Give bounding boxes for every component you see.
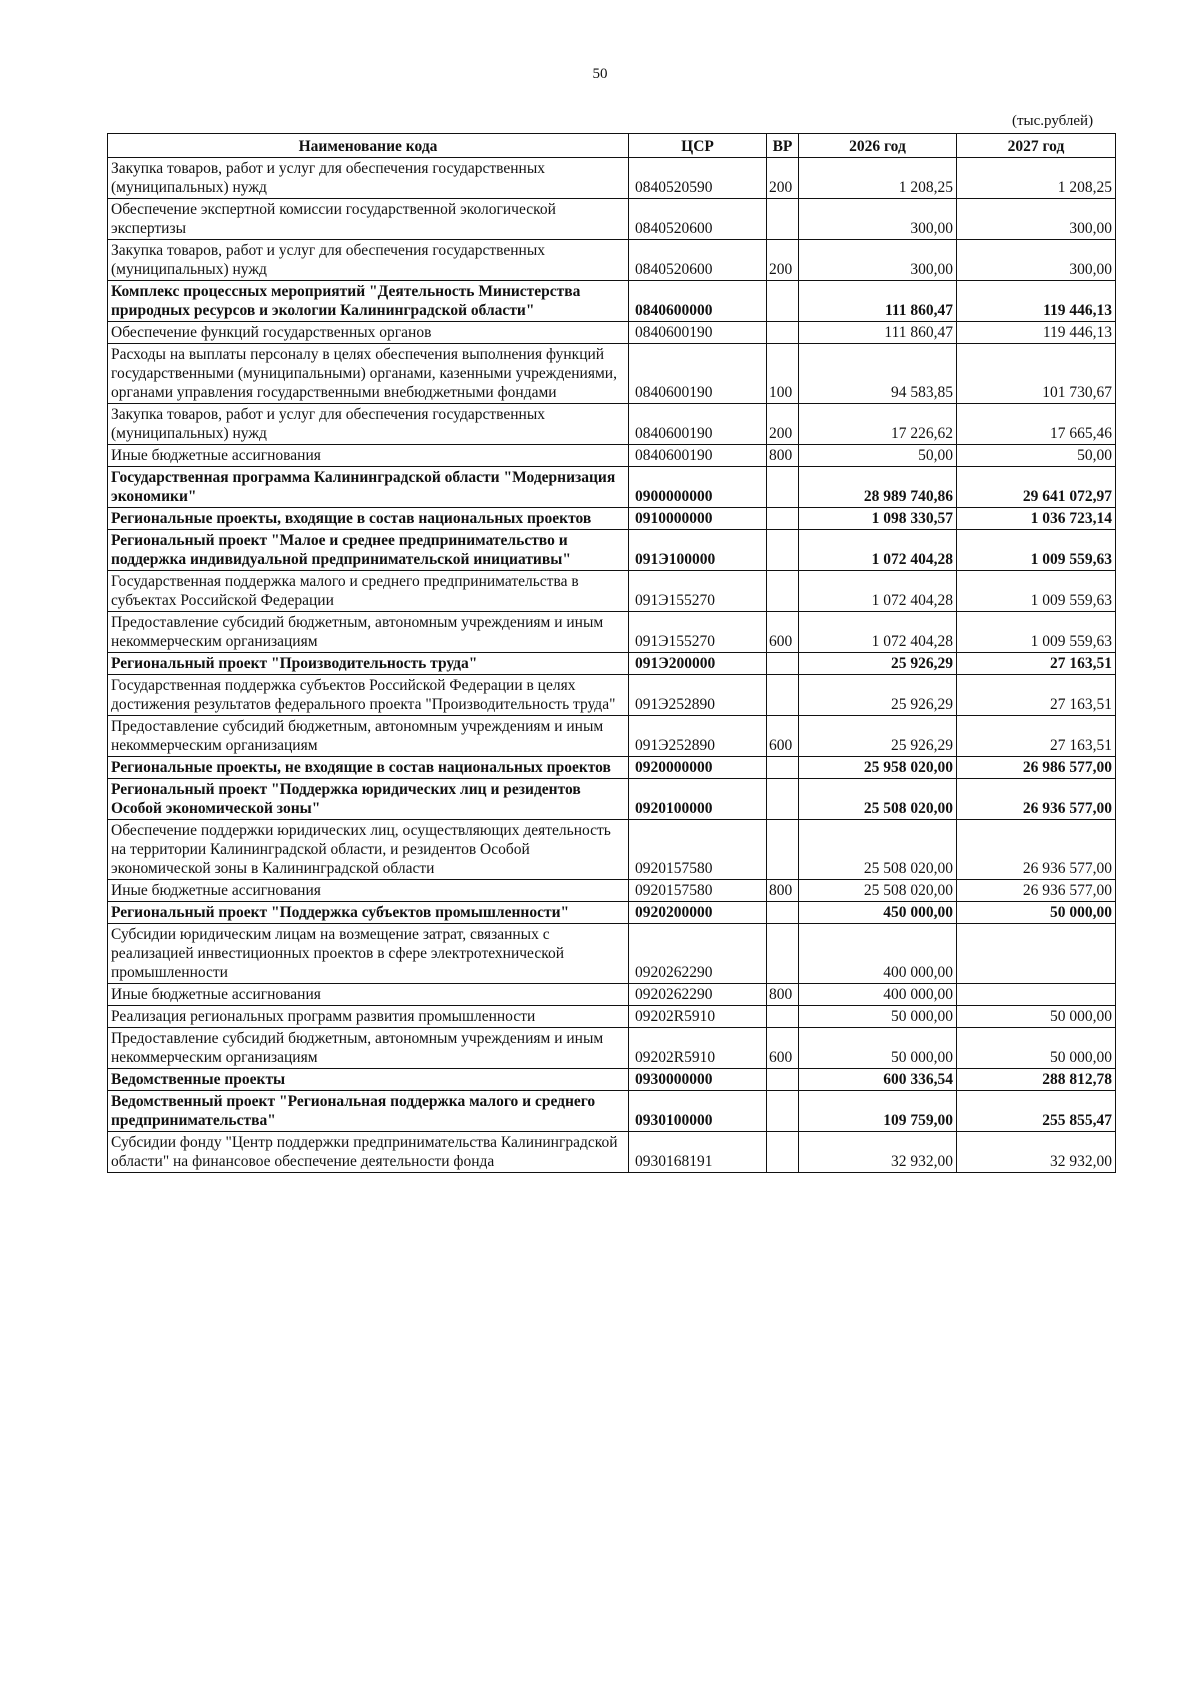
cell-vr	[767, 1069, 799, 1091]
cell-vr: 200	[767, 240, 799, 281]
cell-csr: 0840600000	[629, 281, 767, 322]
cell-name: Предоставление субсидий бюджетным, автономным учреждениям и иным некоммерческим организациям	[108, 716, 629, 757]
cell-vr	[767, 508, 799, 530]
cell-name: Комплекс процессных мероприятий "Деятельность Министерства природных ресурсов и экологии Калининградской области"	[108, 281, 629, 322]
units-label: (тыс.рублей)	[1012, 113, 1094, 129]
cell-vr: 100	[767, 344, 799, 404]
table-row	[108, 467, 1116, 508]
cell-2026: 25 926,29	[799, 675, 957, 716]
table-row	[108, 779, 1116, 820]
cell-2026: 25 958 020,00	[799, 757, 957, 779]
cell-vr	[767, 1091, 799, 1132]
cell-csr: 0840600190	[629, 445, 767, 467]
table-row	[108, 716, 1116, 757]
cell-2027: 1 009 559,63	[957, 530, 1116, 571]
header-vr: ВР	[767, 134, 799, 158]
cell-name: Региональный проект "Поддержка юридических лиц и резидентов Особой экономической зоны"	[108, 779, 629, 820]
cell-vr: 200	[767, 158, 799, 199]
cell-2026: 400 000,00	[799, 984, 957, 1006]
table-row	[108, 344, 1116, 404]
cell-name: Предоставление субсидий бюджетным, автономным учреждениям и иным некоммерческим организациям	[108, 1028, 629, 1069]
cell-name: Ведомственные проекты	[108, 1069, 629, 1091]
cell-name: Предоставление субсидий бюджетным, автономным учреждениям и иным некоммерческим организациям	[108, 612, 629, 653]
cell-2026: 1 072 404,28	[799, 530, 957, 571]
table-row	[108, 653, 1116, 675]
cell-2026: 28 989 740,86	[799, 467, 957, 508]
cell-vr: 200	[767, 404, 799, 445]
cell-2026: 17 226,62	[799, 404, 957, 445]
cell-2026: 450 000,00	[799, 902, 957, 924]
cell-2026: 300,00	[799, 240, 957, 281]
cell-name: Иные бюджетные ассигнования	[108, 880, 629, 902]
cell-name: Ведомственный проект "Региональная поддержка малого и среднего предпринимательства"	[108, 1091, 629, 1132]
cell-csr: 09202R5910	[629, 1028, 767, 1069]
cell-2027: 50 000,00	[957, 902, 1116, 924]
cell-2027: 29 641 072,97	[957, 467, 1116, 508]
cell-2027: 300,00	[957, 199, 1116, 240]
cell-vr	[767, 1006, 799, 1028]
cell-csr: 0930000000	[629, 1069, 767, 1091]
cell-2026: 111 860,47	[799, 281, 957, 322]
cell-2027	[957, 924, 1116, 984]
cell-name: Обеспечение поддержки юридических лиц, осуществляющих деятельность на территории Калининградской области, и резидентов Особой экономической зоны в Калининградской области	[108, 820, 629, 880]
cell-csr: 0840520600	[629, 240, 767, 281]
cell-2027: 27 163,51	[957, 716, 1116, 757]
cell-csr: 0930168191	[629, 1132, 767, 1173]
cell-2026: 1 072 404,28	[799, 612, 957, 653]
cell-vr	[767, 467, 799, 508]
cell-csr: 0920262290	[629, 924, 767, 984]
budget-table	[107, 133, 1116, 1173]
table-row	[108, 281, 1116, 322]
cell-vr: 800	[767, 445, 799, 467]
cell-2027: 50 000,00	[957, 1028, 1116, 1069]
cell-2026: 94 583,85	[799, 344, 957, 404]
cell-2026: 1 072 404,28	[799, 571, 957, 612]
page-number: 50	[592, 66, 608, 82]
cell-2027: 1 208,25	[957, 158, 1116, 199]
table-row	[108, 820, 1116, 880]
cell-name: Субсидии юридическим лицам на возмещение затрат, связанных с реализацией инвестиционных проектов в сфере электротехнической промышленности	[108, 924, 629, 984]
table-row	[108, 880, 1116, 902]
cell-csr: 0920200000	[629, 902, 767, 924]
header-csr: ЦСР	[629, 134, 767, 158]
cell-csr: 0920262290	[629, 984, 767, 1006]
cell-vr	[767, 820, 799, 880]
cell-2027: 26 936 577,00	[957, 779, 1116, 820]
header-row	[108, 134, 1116, 158]
cell-csr: 0920157580	[629, 820, 767, 880]
table-row	[108, 508, 1116, 530]
cell-name: Закупка товаров, работ и услуг для обеспечения государственных (муниципальных) нужд	[108, 240, 629, 281]
cell-2026: 400 000,00	[799, 924, 957, 984]
cell-csr: 091Э200000	[629, 653, 767, 675]
header-name: Наименование кода	[108, 134, 629, 158]
table-row	[108, 1028, 1116, 1069]
cell-vr	[767, 675, 799, 716]
cell-csr: 0920157580	[629, 880, 767, 902]
cell-csr: 0840600190	[629, 344, 767, 404]
cell-2027: 26 986 577,00	[957, 757, 1116, 779]
table-row	[108, 445, 1116, 467]
cell-name: Закупка товаров, работ и услуг для обеспечения государственных (муниципальных) нужд	[108, 158, 629, 199]
cell-csr: 091Э155270	[629, 612, 767, 653]
cell-name: Государственная поддержка субъектов Российской Федерации в целях достижения результатов федерального проекта "Производительность труда"	[108, 675, 629, 716]
cell-2027: 1 009 559,63	[957, 612, 1116, 653]
table-row	[108, 902, 1116, 924]
table-row	[108, 757, 1116, 779]
cell-name: Региональный проект "Поддержка субъектов промышленности"	[108, 902, 629, 924]
cell-vr	[767, 779, 799, 820]
cell-2027: 101 730,67	[957, 344, 1116, 404]
cell-csr: 091Э100000	[629, 530, 767, 571]
cell-name: Реализация региональных программ развития промышленности	[108, 1006, 629, 1028]
cell-name: Государственная программа Калининградской области "Модернизация экономики"	[108, 467, 629, 508]
cell-2027: 119 446,13	[957, 322, 1116, 344]
cell-2026: 25 508 020,00	[799, 779, 957, 820]
cell-name: Закупка товаров, работ и услуг для обеспечения государственных (муниципальных) нужд	[108, 404, 629, 445]
cell-csr: 0930100000	[629, 1091, 767, 1132]
cell-2026: 50 000,00	[799, 1028, 957, 1069]
cell-name: Региональные проекты, входящие в состав национальных проектов	[108, 508, 629, 530]
cell-2026: 25 926,29	[799, 653, 957, 675]
table-row	[108, 984, 1116, 1006]
cell-csr: 0920100000	[629, 779, 767, 820]
cell-2026: 600 336,54	[799, 1069, 957, 1091]
cell-vr	[767, 281, 799, 322]
cell-2027	[957, 984, 1116, 1006]
cell-csr: 091Э155270	[629, 571, 767, 612]
cell-csr: 091Э252890	[629, 675, 767, 716]
cell-csr: 0840520590	[629, 158, 767, 199]
cell-name: Иные бюджетные ассигнования	[108, 984, 629, 1006]
cell-2027: 288 812,78	[957, 1069, 1116, 1091]
cell-vr	[767, 530, 799, 571]
cell-vr	[767, 757, 799, 779]
table-row	[108, 1006, 1116, 1028]
cell-name: Расходы на выплаты персоналу в целях обеспечения выполнения функций государственными (муниципальными) органами, казенными учреждениями, органами управления государственными внебюджетными фондами	[108, 344, 629, 404]
table-row	[108, 199, 1116, 240]
cell-name: Региональные проекты, не входящие в состав национальных проектов	[108, 757, 629, 779]
cell-2027: 50 000,00	[957, 1006, 1116, 1028]
cell-name: Государственная поддержка малого и среднего предпринимательства в субъектах Российской Федерации	[108, 571, 629, 612]
cell-vr	[767, 653, 799, 675]
cell-2026: 1 098 330,57	[799, 508, 957, 530]
cell-name: Обеспечение экспертной комиссии государственной экологической экспертизы	[108, 199, 629, 240]
table-row	[108, 322, 1116, 344]
table-row	[108, 158, 1116, 199]
cell-2027: 1 009 559,63	[957, 571, 1116, 612]
cell-2027: 26 936 577,00	[957, 820, 1116, 880]
table-row	[108, 675, 1116, 716]
cell-vr	[767, 322, 799, 344]
header-2026: 2026 год	[799, 134, 957, 158]
table-row	[108, 1091, 1116, 1132]
cell-csr: 09202R5910	[629, 1006, 767, 1028]
table-row	[108, 924, 1116, 984]
cell-2027: 119 446,13	[957, 281, 1116, 322]
cell-2026: 50,00	[799, 445, 957, 467]
cell-2027: 50,00	[957, 445, 1116, 467]
cell-name: Региональный проект "Малое и среднее предпринимательство и поддержка индивидуальной предпринимательской инициативы"	[108, 530, 629, 571]
cell-2027: 1 036 723,14	[957, 508, 1116, 530]
cell-vr: 600	[767, 612, 799, 653]
cell-csr: 0900000000	[629, 467, 767, 508]
cell-2026: 25 508 020,00	[799, 820, 957, 880]
cell-vr	[767, 571, 799, 612]
cell-csr: 091Э252890	[629, 716, 767, 757]
cell-2027: 32 932,00	[957, 1132, 1116, 1173]
cell-2027: 27 163,51	[957, 675, 1116, 716]
header-2027: 2027 год	[957, 134, 1116, 158]
cell-name: Региональный проект "Производительность труда"	[108, 653, 629, 675]
cell-2026: 109 759,00	[799, 1091, 957, 1132]
cell-vr	[767, 199, 799, 240]
table-row	[108, 612, 1116, 653]
cell-2026: 300,00	[799, 199, 957, 240]
cell-2026: 50 000,00	[799, 1006, 957, 1028]
table-row	[108, 404, 1116, 445]
cell-csr: 0840520600	[629, 199, 767, 240]
cell-name: Субсидии фонду "Центр поддержки предпринимательства Калининградской области" на финансовое обеспечение деятельности фонда	[108, 1132, 629, 1173]
cell-2026: 32 932,00	[799, 1132, 957, 1173]
cell-vr: 600	[767, 716, 799, 757]
cell-vr: 800	[767, 880, 799, 902]
table-row	[108, 1069, 1116, 1091]
cell-2026: 25 926,29	[799, 716, 957, 757]
cell-2027: 26 936 577,00	[957, 880, 1116, 902]
cell-2026: 1 208,25	[799, 158, 957, 199]
cell-csr: 0920000000	[629, 757, 767, 779]
table-row	[108, 530, 1116, 571]
cell-name: Иные бюджетные ассигнования	[108, 445, 629, 467]
table-row	[108, 1132, 1116, 1173]
cell-csr: 0840600190	[629, 322, 767, 344]
table-row	[108, 240, 1116, 281]
cell-vr: 600	[767, 1028, 799, 1069]
cell-csr: 0840600190	[629, 404, 767, 445]
cell-2026: 111 860,47	[799, 322, 957, 344]
cell-2027: 27 163,51	[957, 653, 1116, 675]
cell-2026: 25 508 020,00	[799, 880, 957, 902]
cell-vr: 800	[767, 984, 799, 1006]
cell-vr	[767, 924, 799, 984]
cell-vr	[767, 902, 799, 924]
cell-name: Обеспечение функций государственных органов	[108, 322, 629, 344]
cell-csr: 0910000000	[629, 508, 767, 530]
table-row	[108, 571, 1116, 612]
cell-2027: 255 855,47	[957, 1091, 1116, 1132]
cell-2027: 17 665,46	[957, 404, 1116, 445]
cell-2027: 300,00	[957, 240, 1116, 281]
cell-vr	[767, 1132, 799, 1173]
